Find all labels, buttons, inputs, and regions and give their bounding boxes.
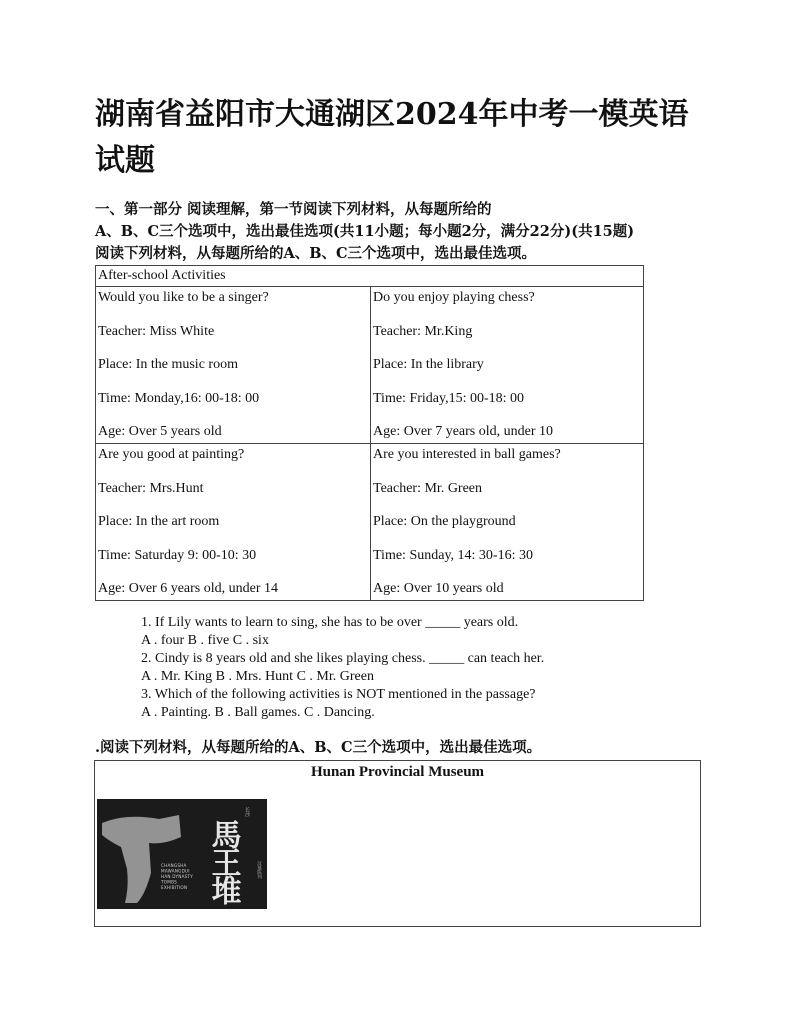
museum-reading-box xyxy=(94,760,701,927)
activities-table-header: After-school Activities xyxy=(96,266,644,287)
caption-line: EXHIBITION xyxy=(161,885,188,890)
caption-line: MAWANGDUI xyxy=(161,868,190,874)
activity-age: Age: Over 10 years old xyxy=(373,581,504,596)
calligraphy-mawangdui: 馬王堆 xyxy=(205,819,241,903)
activity-teacher: Teacher: Mr.King xyxy=(373,323,473,339)
question-1: 1. If Lily wants to learn to sing, she has to be over _____ years old. xyxy=(141,615,519,630)
caption-line: HAN DYNASTY xyxy=(161,874,194,879)
activity-cell-ball-games xyxy=(371,444,644,601)
small-label-exhibition: 汉墓陈列 xyxy=(256,861,262,879)
section-heading-line-2: A、B、C三个选项中，选出最佳选项(共11小题；每小题2分，满分22分)(共15题) xyxy=(95,223,635,240)
small-label-changsha: 长沙 xyxy=(244,807,250,817)
question-list xyxy=(141,614,544,722)
caption-line: CHANGSHA xyxy=(161,863,187,868)
activity-age: Age: Over 6 years old, under 14 xyxy=(98,581,279,596)
activity-place: Place: In the music room xyxy=(98,357,238,372)
mawangdui-exhibition-image xyxy=(97,799,267,909)
activity-teacher: Teacher: Mr. Green xyxy=(373,480,483,496)
activity-question: Would you like to be a singer? xyxy=(98,290,269,305)
activity-time: Time: Sunday, 14: 30-16: 30 xyxy=(373,547,533,563)
activity-teacher: Teacher: Mrs.Hunt xyxy=(98,480,204,496)
question-3: 3. Which of the following activities is NOT mentioned in the passage? xyxy=(141,687,536,702)
second-instruction: .阅读下列材料，从每题所给的A、B、C三个选项中，选出最佳选项。 xyxy=(95,739,542,756)
activity-cell-singer xyxy=(96,287,371,444)
activity-question: Do you enjoy playing chess? xyxy=(373,290,535,305)
activity-place: Place: On the playground xyxy=(373,514,516,529)
activity-time: Time: Saturday 9: 00-10: 30 xyxy=(98,547,257,563)
activity-cell-painting xyxy=(96,444,371,601)
activity-cell-chess xyxy=(371,287,644,444)
activity-question: Are you good at painting? xyxy=(98,447,245,462)
question-2-options: A . Mr. King B . Mrs. Hunt C . Mr. Green xyxy=(141,669,374,684)
question-3-options: A . Painting. B . Ball games. C . Dancing. xyxy=(141,705,375,720)
museum-title: Hunan Provincial Museum xyxy=(310,764,485,780)
activity-age: Age: Over 5 years old xyxy=(98,424,222,439)
question-2: 2. Cindy is 8 years old and she likes playing chess. _____ can teach her. xyxy=(141,651,545,666)
activity-time: Time: Monday,16: 00-18: 00 xyxy=(98,390,260,406)
activity-question: Are you interested in ball games? xyxy=(373,447,561,462)
document-title: 湖南省益阳市大通湖区2024年中考一模英语试题 xyxy=(95,97,689,178)
question-1-options: A . four B . five C . six xyxy=(141,633,269,648)
activity-time: Time: Friday,15: 00-18: 00 xyxy=(373,390,525,406)
activity-place: Place: In the library xyxy=(373,357,484,372)
caption-line: TOMBS xyxy=(161,879,177,885)
section-heading-line-3: 阅读下列材料，从每题所给的A、B、C三个选项中，选出最佳选项。 xyxy=(95,245,537,262)
activity-place: Place: In the art room xyxy=(98,514,220,529)
activities-table xyxy=(95,265,644,601)
activity-teacher: Teacher: Miss White xyxy=(98,323,215,339)
activity-age: Age: Over 7 years old, under 10 xyxy=(373,424,554,439)
section-heading-line-1: 一、第一部分 阅读理解，第一节阅读下列材料，从每题所给的 xyxy=(95,201,492,218)
